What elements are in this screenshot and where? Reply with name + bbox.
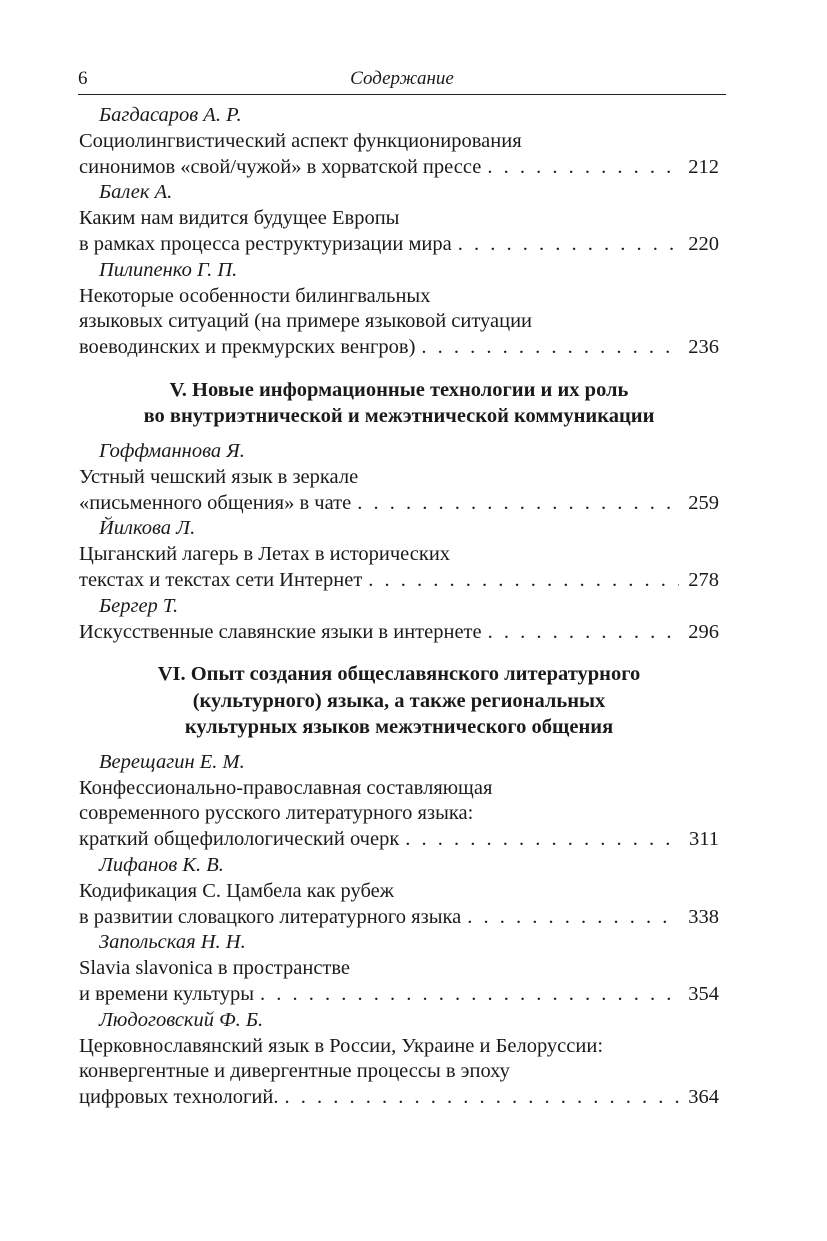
entry-title-line: Церковнославянский язык в России, Украине и Белоруссии:	[79, 1034, 604, 1057]
entry-title-line: Кодификация С. Цамбела как рубеж	[79, 879, 394, 902]
entry-title-last-line	[79, 620, 719, 646]
toc-entry[interactable]	[79, 750, 719, 853]
entry-title-line: Устный чешский язык в зеркале	[79, 465, 359, 488]
section-heading-line: (культурного) языка, а также региональных	[192, 689, 606, 712]
section-heading-6	[79, 661, 719, 741]
toc-entry[interactable]	[79, 439, 719, 516]
entry-title-text: «письменного общения» в чате	[79, 491, 352, 514]
entry-title-line: Каким нам видится будущее Европы	[79, 207, 400, 230]
dot-leader	[351, 491, 679, 517]
entry-page-number: 364	[688, 1086, 719, 1109]
entry-author: Лифанов К. В.	[99, 854, 224, 877]
entry-title-line: конвергентные и дивергентные процессы в эпоху	[79, 1060, 510, 1083]
dot-leader	[362, 568, 679, 594]
dot-leader	[481, 155, 679, 181]
entry-author: Бергер Т.	[99, 594, 179, 617]
toc-entry[interactable]	[79, 180, 719, 257]
toc-entry[interactable]	[79, 853, 719, 930]
entry-author: Запольская Н. Н.	[99, 931, 246, 954]
entry-title-text: текстах и текстах сети Интернет	[79, 568, 363, 591]
section-heading-line: во внутриэтнической и межэтнической коммуникации	[143, 405, 655, 428]
entry-author: Йилкова Л.	[99, 517, 196, 540]
dot-leader	[461, 905, 679, 931]
entry-title-text: синонимов «свой/чужой» в хорватской прессе	[79, 155, 482, 178]
entry-title-last-line	[79, 335, 719, 361]
entry-title-text: в рамках процесса реструктуризации мира	[79, 232, 452, 255]
entry-page-number: 338	[688, 905, 719, 928]
dot-leader	[482, 620, 679, 646]
dot-leader	[279, 1085, 680, 1111]
entry-title-text: воеводинских и прекмурских венгров)	[79, 336, 416, 359]
dot-leader	[415, 335, 679, 361]
entry-title-last-line	[79, 1085, 719, 1111]
entry-title-line: современного русского литературного языка:	[79, 802, 474, 825]
entry-author: Балек А.	[99, 181, 173, 204]
dot-leader	[399, 827, 679, 853]
entry-title-last-line	[79, 491, 719, 517]
entry-page-number: 296	[688, 620, 719, 643]
toc-entry[interactable]	[79, 103, 719, 180]
section-heading-line: культурных языков межэтнического общения	[184, 716, 614, 739]
entry-page-number: 278	[688, 568, 719, 591]
entry-title-text: краткий общефилологический очерк	[79, 828, 400, 851]
entry-author: Людоговский Ф. Б.	[99, 1008, 264, 1031]
entry-title-text: Искусственные славянские языки в интернете	[79, 620, 482, 643]
section-heading-5	[79, 377, 719, 430]
entry-author: Багдасаров А. Р.	[99, 104, 242, 126]
page-header	[78, 66, 726, 95]
running-title: Содержание	[350, 68, 454, 89]
toc-entry[interactable]	[79, 1008, 719, 1111]
entry-title-text: цифровых технологий.	[79, 1086, 279, 1109]
entry-page-number: 212	[688, 155, 719, 178]
entry-title-line: Конфессионально-православная составляющая	[79, 776, 493, 799]
entry-page-number: 220	[688, 232, 719, 255]
dot-leader	[254, 982, 679, 1008]
entry-title-last-line	[79, 905, 719, 931]
dot-leader	[452, 232, 679, 258]
section-heading-line: V. Новые информационные технологии и их роль	[169, 378, 629, 401]
entry-title-line: языковых ситуаций (на примере языковой ситуации	[79, 310, 533, 333]
page-number: 6	[78, 68, 88, 89]
toc-content	[79, 103, 719, 1111]
entry-title-line: Социолингвистический аспект функционирования	[79, 129, 522, 152]
entry-page-number: 354	[688, 983, 719, 1006]
toc-entry[interactable]	[79, 594, 719, 646]
entry-page-number: 259	[688, 491, 719, 514]
entry-title-line: Цыганский лагерь в Летах в исторических	[79, 543, 451, 566]
toc-entry[interactable]	[79, 930, 719, 1007]
entry-title-text: в развитии словацкого литературного языка	[79, 905, 462, 928]
entry-author: Гоффманнова Я.	[99, 439, 245, 462]
entry-page-number: 236	[688, 336, 719, 359]
toc-entry[interactable]	[79, 258, 719, 361]
entry-title-line: Slavia slavonica в пространстве	[79, 957, 351, 980]
entry-title-text: и времени культуры	[79, 983, 255, 1006]
entry-author: Верещагин Е. М.	[99, 750, 245, 773]
toc-entry[interactable]	[79, 516, 719, 593]
entry-title-last-line	[79, 232, 719, 258]
entry-author: Пилипенко Г. П.	[99, 258, 238, 281]
entry-title-line: Некоторые особенности билингвальных	[79, 284, 431, 307]
entry-title-last-line	[79, 982, 719, 1008]
entry-title-last-line	[79, 568, 719, 594]
section-heading-line: VI. Опыт создания общеславянского литературного	[157, 663, 641, 686]
entry-title-last-line	[79, 827, 719, 853]
entry-page-number: 311	[689, 828, 719, 851]
entry-title-last-line	[79, 155, 719, 181]
